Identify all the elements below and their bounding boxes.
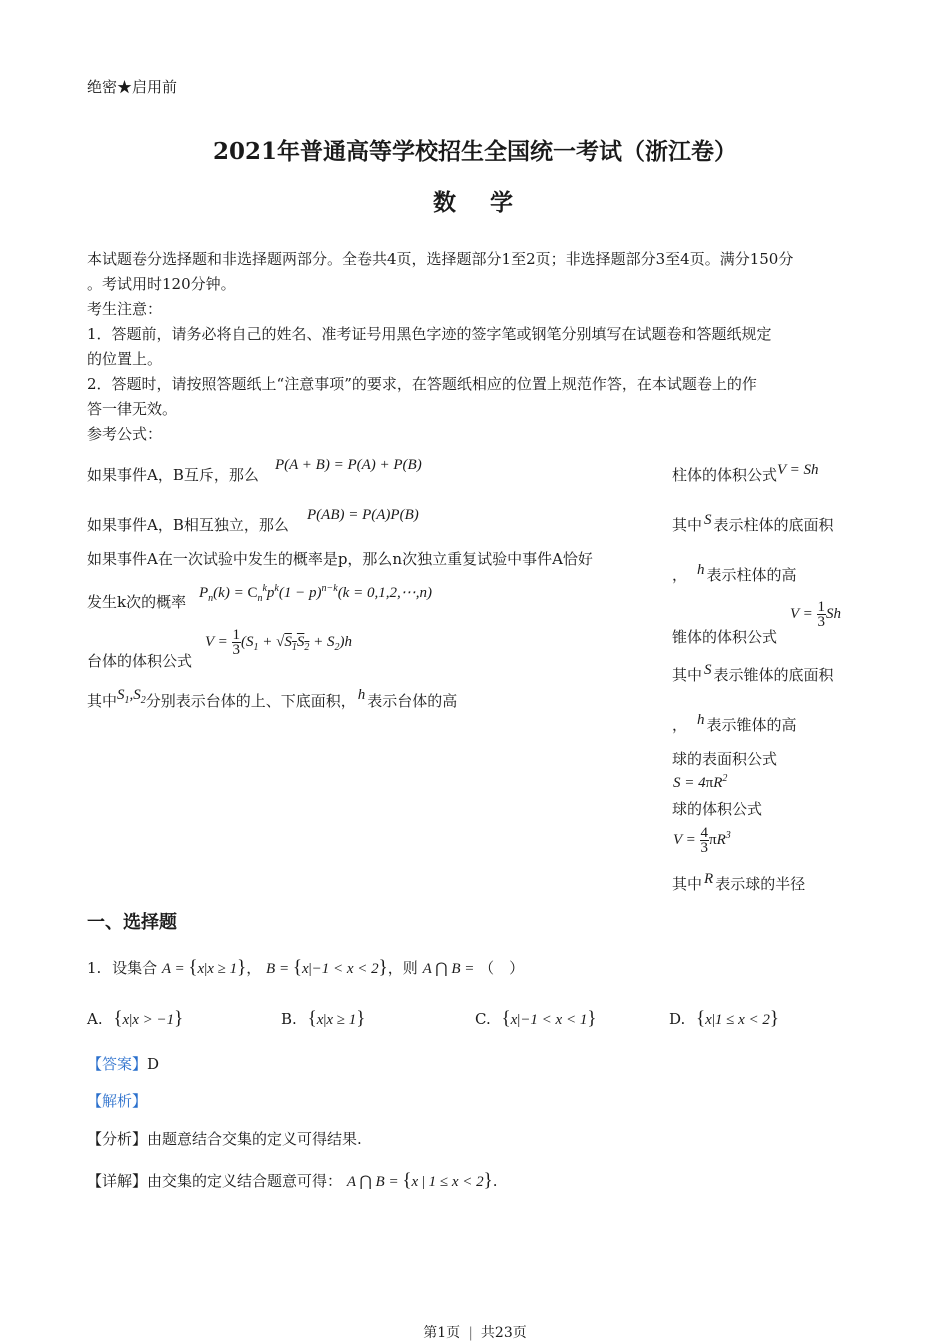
option-b[interactable] xyxy=(281,1008,365,1031)
frustum-note-c: 表示台体的高 xyxy=(367,692,458,710)
formula-cylinder-expr: V = Sh xyxy=(777,462,819,478)
confidential-label: 绝密★启用前 xyxy=(87,78,178,96)
formula-binomial-expr: $P_n(k) = C_n^kp^k(1 - p)^{n-k}(k$ = 0,1,2,⋯,n) xyxy=(199,583,432,604)
intersection-expr: A ⋂ B = xyxy=(422,961,475,977)
cone-note-1 xyxy=(672,664,834,687)
formula-frustum-note xyxy=(87,687,458,719)
cylinder-note-h: h xyxy=(697,562,705,578)
set-a-expr: A = {x|x ≥ 1} xyxy=(161,957,247,978)
option-d-label: D. xyxy=(669,1010,686,1028)
detail-expr: A ⋂ B = {x | 1 ≤ x < 2} xyxy=(346,1170,493,1191)
question-1-stem xyxy=(87,957,524,980)
formula-cone-text: 锥体的体积公式 xyxy=(672,628,778,646)
fenxi-line xyxy=(87,1128,362,1150)
frustum-note-b: 分别表示台体的上、下底面积， xyxy=(145,692,356,710)
formula-binomial-a: 如果事件A在一次试验中发生的概率是p，那么n次独立重复试验中事件A恰好 xyxy=(87,550,593,568)
cone-note-h: h xyxy=(697,712,705,728)
question-stem-c: ，则 xyxy=(387,959,418,977)
note-1b: 的位置上。 xyxy=(87,350,163,368)
formula-binomial-b: 发生k次的概率 xyxy=(87,593,187,611)
formula-exclusive-text: 如果事件A，B互斥，那么 xyxy=(87,466,259,484)
note-1a: 1．答题前，请务必将自己的姓名、准考证号用黑色字迹的签字笔或钢笔分别填写在试题卷和答题纸规定 xyxy=(87,325,772,343)
sphere-note-r: R xyxy=(704,871,714,887)
cylinder-note-1 xyxy=(672,514,834,537)
formula-independent-text: 如果事件A，B相互独立，那么 xyxy=(87,516,289,534)
formula-independent xyxy=(87,514,289,536)
formula-cylinder-text: 柱体的体积公式 xyxy=(672,466,778,484)
option-c-expr: {x|−1 < x < 1} xyxy=(501,1008,597,1029)
frustum-note-h: h xyxy=(357,687,366,703)
option-c[interactable] xyxy=(475,1008,596,1031)
footer-total: 共23页 xyxy=(480,1325,527,1341)
question-stem-d: （ ） xyxy=(479,959,525,977)
sphere-area-text: 球的表面积公式 xyxy=(672,750,778,768)
answer-tag: 【答案】 xyxy=(87,1055,148,1073)
sphere-volume-expr: V = $\frac{4}{3}$ $\pi R^3$ xyxy=(673,825,731,856)
footer-separator: | xyxy=(468,1325,473,1341)
formula-frustum-text: 台体的体积公式 xyxy=(87,652,193,670)
cylinder-note-b: 表示柱体的底面积 xyxy=(713,516,834,534)
cone-note-s: S xyxy=(704,662,712,678)
option-a-expr: {x|x > −1} xyxy=(113,1008,184,1029)
fenxi-tag: 【分析】 xyxy=(87,1130,148,1148)
cone-note-a: 其中 xyxy=(672,666,703,684)
frustum-note-s1s2: $S_1,S_2$ xyxy=(117,687,146,706)
answer-line xyxy=(87,1053,159,1075)
set-b-expr: B = {x|−1 < x < 2} xyxy=(266,957,388,978)
page-footer xyxy=(0,1322,950,1342)
option-a-label: A. xyxy=(87,1010,103,1028)
cylinder-note-c: ， xyxy=(672,566,688,584)
cylinder-note-a: 其中 xyxy=(672,516,703,534)
cylinder-note-2 xyxy=(672,564,797,587)
formula-exclusive xyxy=(87,464,259,486)
formula-frustum-expr: V = $\frac{1}{3}$ $(S_1 + √S_1S_2 + S_2)h$ xyxy=(205,627,352,658)
cylinder-note-d: 表示柱体的高 xyxy=(706,566,797,584)
cone-note-b: 表示锥体的底面积 xyxy=(713,666,834,684)
fenxi-text: 由题意结合交集的定义可得结果. xyxy=(147,1130,362,1148)
formula-independent-expr: P(AB) = P(A)P(B) xyxy=(307,507,419,523)
sphere-note xyxy=(672,873,805,896)
sphere-note-b: 表示球的半径 xyxy=(715,875,806,893)
note-2a: 2．答题时，请按照答题纸上“注意事项”的要求，在答题纸相应的位置上规范作答，在本试题卷上的作 xyxy=(87,375,757,393)
option-d[interactable] xyxy=(669,1008,779,1031)
intro-line-1: 本试题卷分选择题和非选择题两部分。全卷共4页，选择题部分1至2页；非选择题部分3至4页。满分150分 xyxy=(87,250,794,268)
frustum-note-a: 其中 xyxy=(87,692,118,710)
question-number: 1. xyxy=(87,959,102,977)
option-c-label: C. xyxy=(475,1010,491,1028)
detail-text: 由交集的定义结合题意可得： xyxy=(147,1172,343,1190)
formula-cylinder xyxy=(672,464,819,487)
cone-note-2 xyxy=(672,714,797,737)
intro-line-2: 。考试用时120分钟。 xyxy=(87,275,236,293)
note-2b: 答一律无效。 xyxy=(87,400,178,418)
sphere-note-a: 其中 xyxy=(672,875,703,893)
answer-value: D xyxy=(147,1055,160,1073)
option-b-label: B. xyxy=(281,1010,297,1028)
detail-tag: 【详解】 xyxy=(87,1172,148,1190)
option-d-expr: {x|1 ≤ x < 2} xyxy=(696,1008,779,1029)
cone-note-c: ， xyxy=(672,716,688,734)
option-b-expr: {x|x ≥ 1} xyxy=(307,1008,366,1029)
section-choice-title: 一、选择题 xyxy=(87,912,177,933)
analysis-tag: 【解析】 xyxy=(87,1092,148,1110)
formula-exclusive-expr: P(A + B) = P(A) + P(B) xyxy=(275,457,422,473)
formula-title: 参考公式： xyxy=(87,425,163,443)
option-a[interactable] xyxy=(87,1008,183,1031)
cylinder-note-s: S xyxy=(704,512,712,528)
sphere-area-expr: $S = 4\pi R^2$ xyxy=(673,773,728,791)
notice-title: 考生注意： xyxy=(87,300,163,318)
sphere-volume-text: 球的体积公式 xyxy=(672,800,763,818)
cone-note-d: 表示锥体的高 xyxy=(706,716,797,734)
footer-page: 第1页 xyxy=(423,1325,461,1341)
subject-title: 数学 xyxy=(433,189,547,216)
question-stem-a: 设集合 xyxy=(112,959,158,977)
question-stem-b: ， xyxy=(246,959,262,977)
formula-cone-expr: V = $\frac{1}{3}$ Sh xyxy=(790,599,842,630)
exam-title: 2021年普通高等学校招生全国统一考试（浙江卷） xyxy=(212,138,737,165)
detail-line: 【详解】由交集的定义结合题意可得： A ⋂ B = {x | 1 ≤ x < 2}. xyxy=(87,1170,498,1191)
